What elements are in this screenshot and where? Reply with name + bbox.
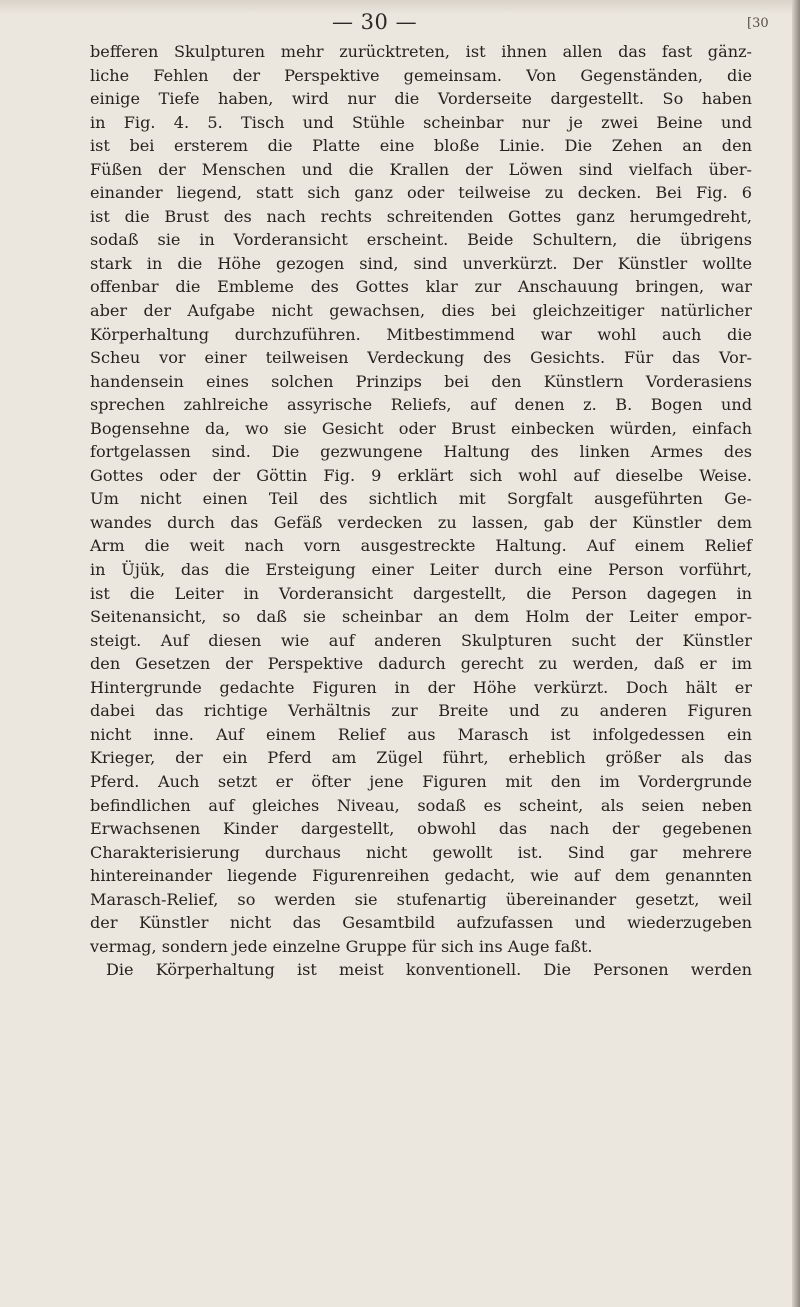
text-line: den Gesetzen der Perspektive dadurch gerecht zu werden, daß er im <box>90 654 752 674</box>
text-line: ist bei ersterem die Platte eine bloße Linie. Die Zehen an den <box>90 136 752 156</box>
text-line: wandes durch das Gefäß verdecken zu lassen, gab der Künstler dem <box>90 512 752 532</box>
text-line: nicht inne. Auf einem Relief aus Marasch ist infolgedessen ein <box>90 724 752 744</box>
text-line: liche Fehlen der Perspektive gemeinsam. Von Gegenständen, die <box>90 65 752 85</box>
text-line: Seitenansicht, so daß sie scheinbar an dem Holm der Leiter empor- <box>90 607 752 627</box>
page-binding-edge <box>792 0 800 1307</box>
text-line: Pferd. Auch setzt er öfter jene Figuren mit den im Vordergrunde <box>90 771 752 791</box>
text-line: einige Tiefe haben, wird nur die Vorderseite dargestellt. So haben <box>90 89 752 109</box>
text-line: befferen Skulpturen mehr zurücktreten, ist ihnen allen das fast gänz- <box>90 42 752 61</box>
page-marker: [30 <box>747 16 769 31</box>
text-line: Hintergrunde gedachte Figuren in der Höhe verkürzt. Doch hält er <box>90 677 752 697</box>
text-line: Bogensehne da, wo sie Gesicht oder Brust einbecken würden, einfach <box>90 418 752 438</box>
text-line: Arm die weit nach vorn ausgestreckte Haltung. Auf einem Relief <box>90 536 752 556</box>
text-line: Scheu vor einer teilweisen Verdeckung des Gesichts. Für das Vor- <box>90 348 752 368</box>
text-line: ist die Brust des nach rechts schreitenden Gottes ganz herumgedreht, <box>90 206 752 226</box>
text-line: aber der Aufgabe nicht gewachsen, dies bei gleichzeitiger natürlicher <box>90 301 752 321</box>
text-line: Krieger, der ein Pferd am Zügel führt, erheblich größer als das <box>90 748 752 768</box>
body-text <box>90 40 752 982</box>
text-line: offenbar die Embleme des Gottes klar zur Anschauung bringen, war <box>90 277 752 297</box>
text-line: Um nicht einen Teil des sichtlich mit Sorgfalt ausgeführten Ge- <box>90 489 752 509</box>
text-line: dabei das richtige Verhältnis zur Breite und zu anderen Figuren <box>90 701 752 721</box>
text-line: handensein eines solchen Prinzips bei den Künstlern Vorderasiens <box>90 371 752 391</box>
text-line: einander liegend, statt sich ganz oder teilweise zu decken. Bei Fig. 6 <box>90 183 752 203</box>
text-line: sprechen zahlreiche assyrische Reliefs, auf denen z. B. Bogen und <box>90 395 752 415</box>
text-line: Charakterisierung durchaus nicht gewollt ist. Sind gar mehrere <box>90 842 752 862</box>
text-line: steigt. Auf diesen wie auf anderen Skulpturen sucht der Künstler <box>90 630 752 650</box>
text-line: der Künstler nicht das Gesamtbild aufzufassen und wiederzugeben <box>90 913 752 933</box>
text-line: Marasch-Relief, so werden sie stufenartig übereinander gesetzt, weil <box>90 889 752 909</box>
text-line: stark in die Höhe gezogen sind, sind unverkürzt. Der Künstler wollte <box>90 253 752 273</box>
text-line: Füßen der Menschen und die Krallen der Löwen sind vielfach über- <box>90 159 752 179</box>
page-header <box>0 6 800 36</box>
text-line: ist die Leiter in Vorderansicht dargestellt, die Person dagegen in <box>90 583 752 603</box>
text-line: in Üjük, das die Ersteigung einer Leiter durch eine Person vorführt, <box>90 560 752 580</box>
text-line: hintereinander liegende Figurenreihen gedacht, wie auf dem genannten <box>90 866 752 886</box>
text-line: befindlichen auf gleiches Niveau, sodaß es scheint, als seien neben <box>90 795 752 815</box>
text-line: vermag, sondern jede einzelne Gruppe für sich ins Auge faßt. <box>90 936 593 956</box>
text-line: sodaß sie in Vorderansicht erscheint. Beide Schultern, die übrigens <box>90 230 752 250</box>
text-line: in Fig. 4. 5. Tisch und Stühle scheinbar nur je zwei Beine und <box>90 112 752 132</box>
text-line: Die Körperhaltung ist meist konventionell. Die Personen werden <box>106 960 752 980</box>
text-line: Gottes oder der Göttin Fig. 9 erklärt sich wohl auf dieselbe Weise. <box>90 465 752 485</box>
text-line: fortgelassen sind. Die gezwungene Haltung des linken Armes des <box>90 442 752 462</box>
page-number: — 30 — <box>332 10 418 34</box>
text-line: Erwachsenen Kinder dargestellt, obwohl das nach der gegebenen <box>90 819 752 839</box>
text-line: Körperhaltung durchzuführen. Mitbestimmend war wohl auch die <box>90 324 752 344</box>
